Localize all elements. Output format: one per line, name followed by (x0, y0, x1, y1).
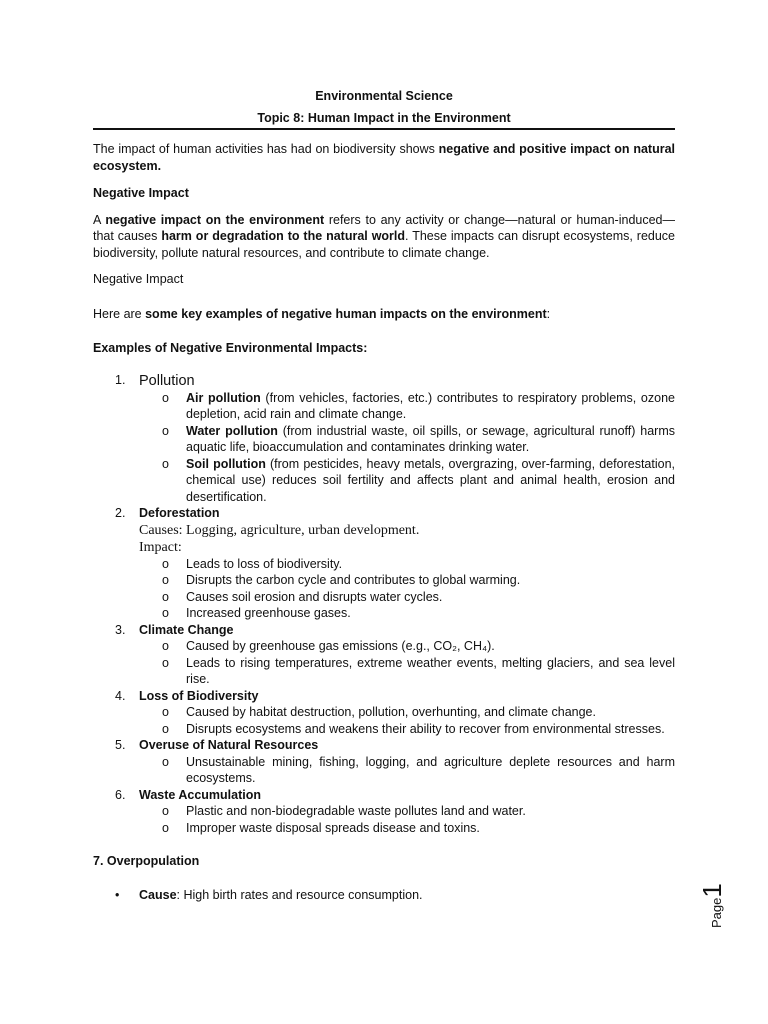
def-mid: refers to any activity or change—natural or human-induced—that causes (93, 212, 675, 243)
negative-impact-heading: Negative Impact (93, 186, 189, 200)
item-heading: Overuse of Natural Resources (139, 738, 319, 752)
sub-item (139, 390, 675, 423)
sub-bold: Air pollution (186, 390, 261, 405)
intro-bold: negative and positive impact on natural ecosystem. (93, 142, 675, 173)
def-bold-1: negative impact on the environment (105, 212, 325, 227)
overpopulation-heading: 7. Overpopulation (93, 854, 200, 868)
sub-bold: Water pollution (186, 423, 278, 438)
list-number: 5. (115, 738, 126, 752)
impact-line: Impact: (139, 539, 182, 555)
list-item-waste-accumulation (93, 787, 675, 837)
sub-item: o Disrupts ecosystems and weakens their ability to recover from environmental stresses. (139, 721, 675, 738)
causes-line: Causes: Logging, agriculture, urban development. (139, 522, 420, 538)
list-item-loss-of-biodiversity (93, 688, 675, 738)
doc-title: Environmental Science (315, 89, 453, 103)
examples-heading: Examples of Negative Environmental Impacts: (93, 341, 368, 355)
page-number: 1 (697, 883, 727, 898)
document-page (93, 88, 675, 903)
sub-list (139, 704, 675, 737)
sub-bold: Soil pollution (186, 456, 266, 471)
sub-item (139, 456, 675, 506)
sub-text: (from vehicles, factories, etc.) contributes to respiratory problems, ozone depletion, acid rain and climate change. (186, 390, 675, 421)
sub-item: o Plastic and non-biodegradable waste pollutes land and water. (139, 803, 675, 820)
sub-item: o Caused by habitat destruction, pollution, overhunting, and climate change. (139, 704, 675, 721)
list-number: 4. (115, 688, 126, 703)
definition-paragraph (93, 212, 675, 262)
sub-list (139, 638, 675, 688)
page-number-rotated (697, 883, 727, 928)
list-number: 1. (115, 372, 126, 387)
sub-list (139, 803, 675, 836)
item-heading: Waste Accumulation (139, 787, 262, 802)
def-post: . These impacts can disrupt ecosystems, reduce biodiversity, pollute natural resources, and contribute to climate change. (93, 229, 675, 260)
cause-label: Cause (139, 887, 177, 902)
page-number-badge (697, 870, 732, 930)
item-heading: Loss of Biodiversity (139, 688, 259, 703)
intro-paragraph (93, 141, 675, 174)
sub-item: o Causes soil erosion and disrupts water cycles. (139, 589, 675, 606)
here-post: : (546, 306, 551, 321)
sub-item: o Leads to rising temperatures, extreme weather events, melting glaciers, and sea level rise. (139, 655, 675, 688)
here-bold: some key examples of negative human impacts on the environment (145, 306, 547, 321)
def-pre: A (93, 212, 106, 227)
sub-list (139, 556, 675, 622)
impacts-list (93, 372, 675, 837)
sub-item: o Increased greenhouse gases. (139, 605, 675, 622)
list-item-climate-change (93, 622, 675, 688)
sub-item: o Improper waste disposal spreads disease and toxins. (139, 820, 675, 837)
list-item-deforestation (93, 505, 675, 622)
sub-item (139, 423, 675, 456)
negative-impact-label: Negative Impact (93, 272, 184, 286)
cause-text: : High birth rates and resource consumption. (176, 887, 423, 902)
intro-text: The impact of human activities has had on biodiversity shows (93, 142, 439, 156)
list-item-overuse-resources (93, 737, 675, 787)
sub-item: o Caused by greenhouse gas emissions (e.g., CO₂, CH₄). (139, 638, 675, 655)
page-word: Page (709, 897, 724, 928)
item-heading: Pollution (139, 372, 195, 389)
here-pre: Here are (93, 306, 146, 321)
list-number: 2. (115, 506, 126, 520)
list-number: 3. (115, 622, 126, 637)
cause-bullet (93, 887, 675, 904)
sub-item: o Leads to loss of biodiversity. (139, 556, 675, 573)
sub-item: o Disrupts the carbon cycle and contributes to global warming. (139, 572, 675, 589)
sub-list (139, 390, 675, 506)
sub-text: (from industrial waste, oil spills, or sewage, agricultural runoff) harms aquatic life, bioaccumulation and contaminates drinking water. (186, 423, 676, 454)
def-bold-2: harm or degradation to the natural world (161, 229, 406, 243)
sub-item: o Unsustainable mining, fishing, logging, and agriculture deplete resources and harm ecosystems. (139, 754, 675, 787)
item-heading: Deforestation (139, 506, 220, 520)
sub-list (139, 754, 675, 787)
doc-subtitle: Topic 8: Human Impact in the Environment (93, 110, 675, 131)
list-number: 6. (115, 787, 126, 802)
item-heading: Climate Change (139, 622, 234, 637)
examples-intro (93, 306, 675, 323)
list-item-pollution (93, 372, 675, 506)
sub-text: (from pesticides, heavy metals, overgrazing, over-farming, deforestation, chemical use) reduces soil fertility and affects plant and animal health, erosion and desertification. (186, 456, 675, 504)
